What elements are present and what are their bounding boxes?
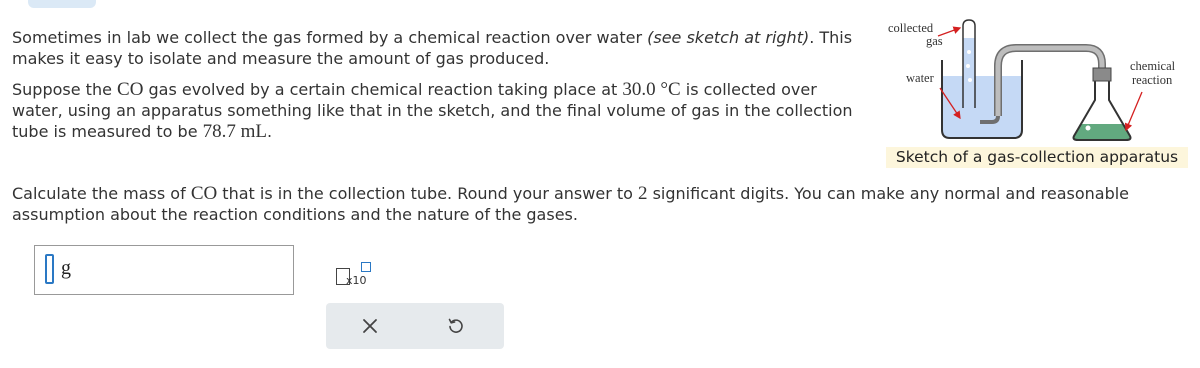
top-tab [28, 0, 96, 8]
x10-label: x10 [346, 274, 367, 287]
flask-stopper [1093, 68, 1111, 81]
answer-input[interactable] [34, 245, 294, 295]
gas-collection-sketch [880, 8, 1180, 148]
task-text-b: that is in the collection tube. Round your answer to [217, 184, 638, 203]
bubble [968, 78, 972, 82]
clear-button[interactable] [357, 313, 383, 339]
answer-cursor[interactable] [45, 254, 54, 284]
label-reaction: reaction [1132, 73, 1173, 87]
answer-tool-panel [326, 303, 504, 349]
sig-digits-value: 2 [638, 183, 648, 204]
setup-text-c: is collected over water, using an apparatus something like that in the sketch, and the final volume of gas in the collection tube is measured to be [12, 80, 853, 141]
label-water: water [906, 71, 934, 85]
reset-button[interactable] [443, 313, 469, 339]
setup-text-b: gas evolved by a certain chemical reaction taking place at [143, 80, 623, 99]
temperature-value: 30.0 °C [622, 79, 681, 100]
flask-liquid [1074, 124, 1130, 140]
setup-text-a: Suppose the [12, 80, 118, 99]
bubble [967, 50, 971, 54]
scientific-notation-button[interactable] [336, 262, 376, 288]
bubble [966, 64, 970, 68]
sketch-caption: Sketch of a gas-collection apparatus [886, 147, 1188, 168]
arrow-chemical-reaction [1126, 92, 1142, 130]
bubble [1086, 126, 1091, 131]
setup-paragraph [12, 79, 872, 142]
intro-paragraph [12, 27, 862, 69]
close-icon [362, 318, 378, 334]
label-chemical: chemical [1130, 59, 1176, 73]
label-collected: collected [888, 21, 934, 35]
gas-formula: CO [117, 79, 144, 100]
setup-text-d: . [267, 122, 273, 141]
gas-formula-2: CO [190, 183, 218, 204]
intro-text: Sometimes in lab we collect the gas formed by a chemical reaction over water [12, 28, 648, 47]
x10-exponent-box [361, 262, 371, 272]
task-paragraph [12, 183, 1182, 225]
intro-text-2: . This makes it easy to isolate and measure the amount of gas produced. [12, 28, 853, 68]
collection-tube-water [963, 38, 975, 110]
bubble [1091, 120, 1095, 124]
label-gas: gas [926, 34, 943, 48]
volume-value: 78.7 mL [202, 121, 268, 142]
beaker-water [942, 76, 1022, 138]
task-text-c: significant digits. You can make any normal and reasonable assumption about the reaction conditions and the nature of the gases. [12, 184, 1130, 224]
intro-italic: (see sketch at right) [647, 28, 810, 47]
answer-unit: g [61, 257, 71, 279]
undo-icon [447, 317, 465, 335]
task-text-a: Calculate the mass of [12, 184, 191, 203]
